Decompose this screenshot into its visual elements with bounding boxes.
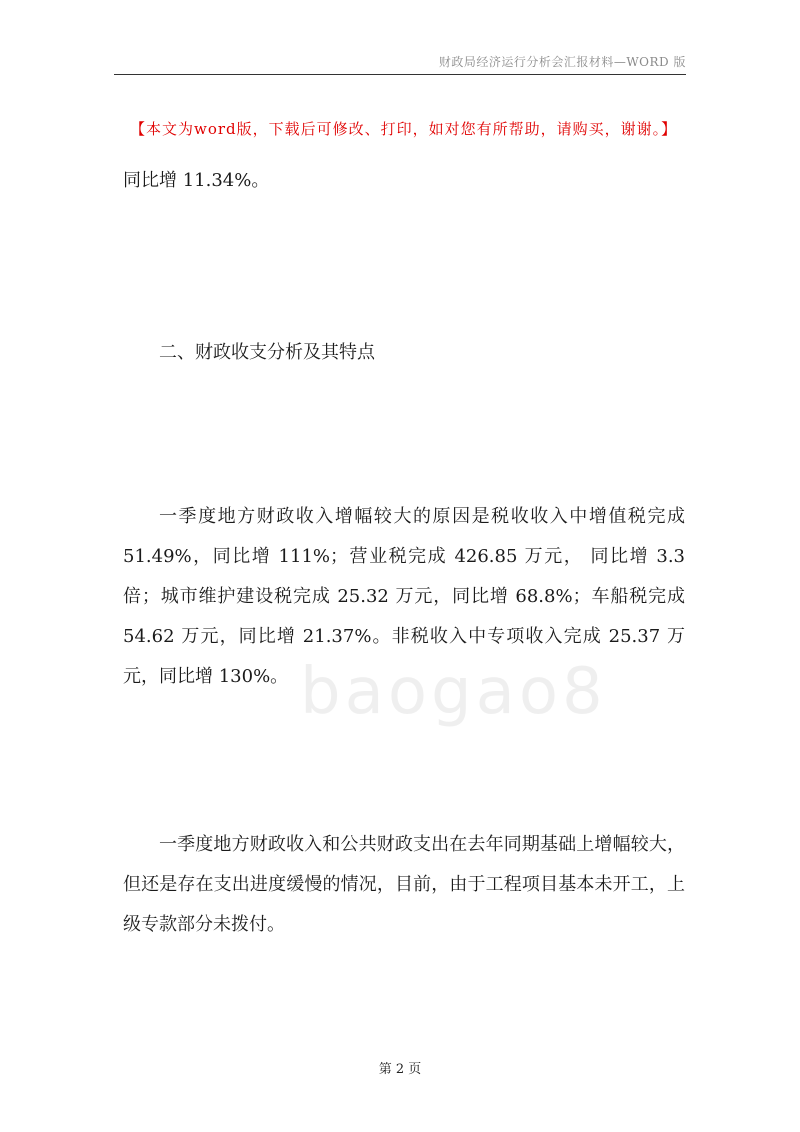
page-number: 第 2 页	[378, 1062, 422, 1077]
paragraph-2: 一季度地方财政收入增幅较大的原因是税收收入中增值税完成 51.49%，同比增 111%；营业税完成 426.85 万元， 同比增 3.3 倍；城市维护建设税完成 25.32 万元，同比增 68.8%；车船税完成 54.62 万元，同比增 21.37%。非税收入中专项收入完成 25.37 万元，同比增 130%。	[123, 506, 685, 687]
watermark: baogao8	[300, 655, 607, 729]
purchase-notice: 【本文为word版，下载后可修改、打印，如对您有所帮助，请购买，谢谢。】	[130, 120, 678, 138]
header-divider	[114, 74, 686, 75]
paragraph-3: 一季度地方财政收入和公共财政支出在去年同期基础上增幅较大，但还是存在支出进度缓慢的情况，目前，由于工程项目基本未开工，上级专款部分未拨付。	[123, 834, 685, 935]
paragraph-1: 同比增 11.34%。	[123, 170, 270, 191]
header-title: 财政局经济运行分析会汇报材料—WORD 版	[438, 55, 686, 69]
section-heading: 二、财政收支分析及其特点	[159, 342, 375, 363]
